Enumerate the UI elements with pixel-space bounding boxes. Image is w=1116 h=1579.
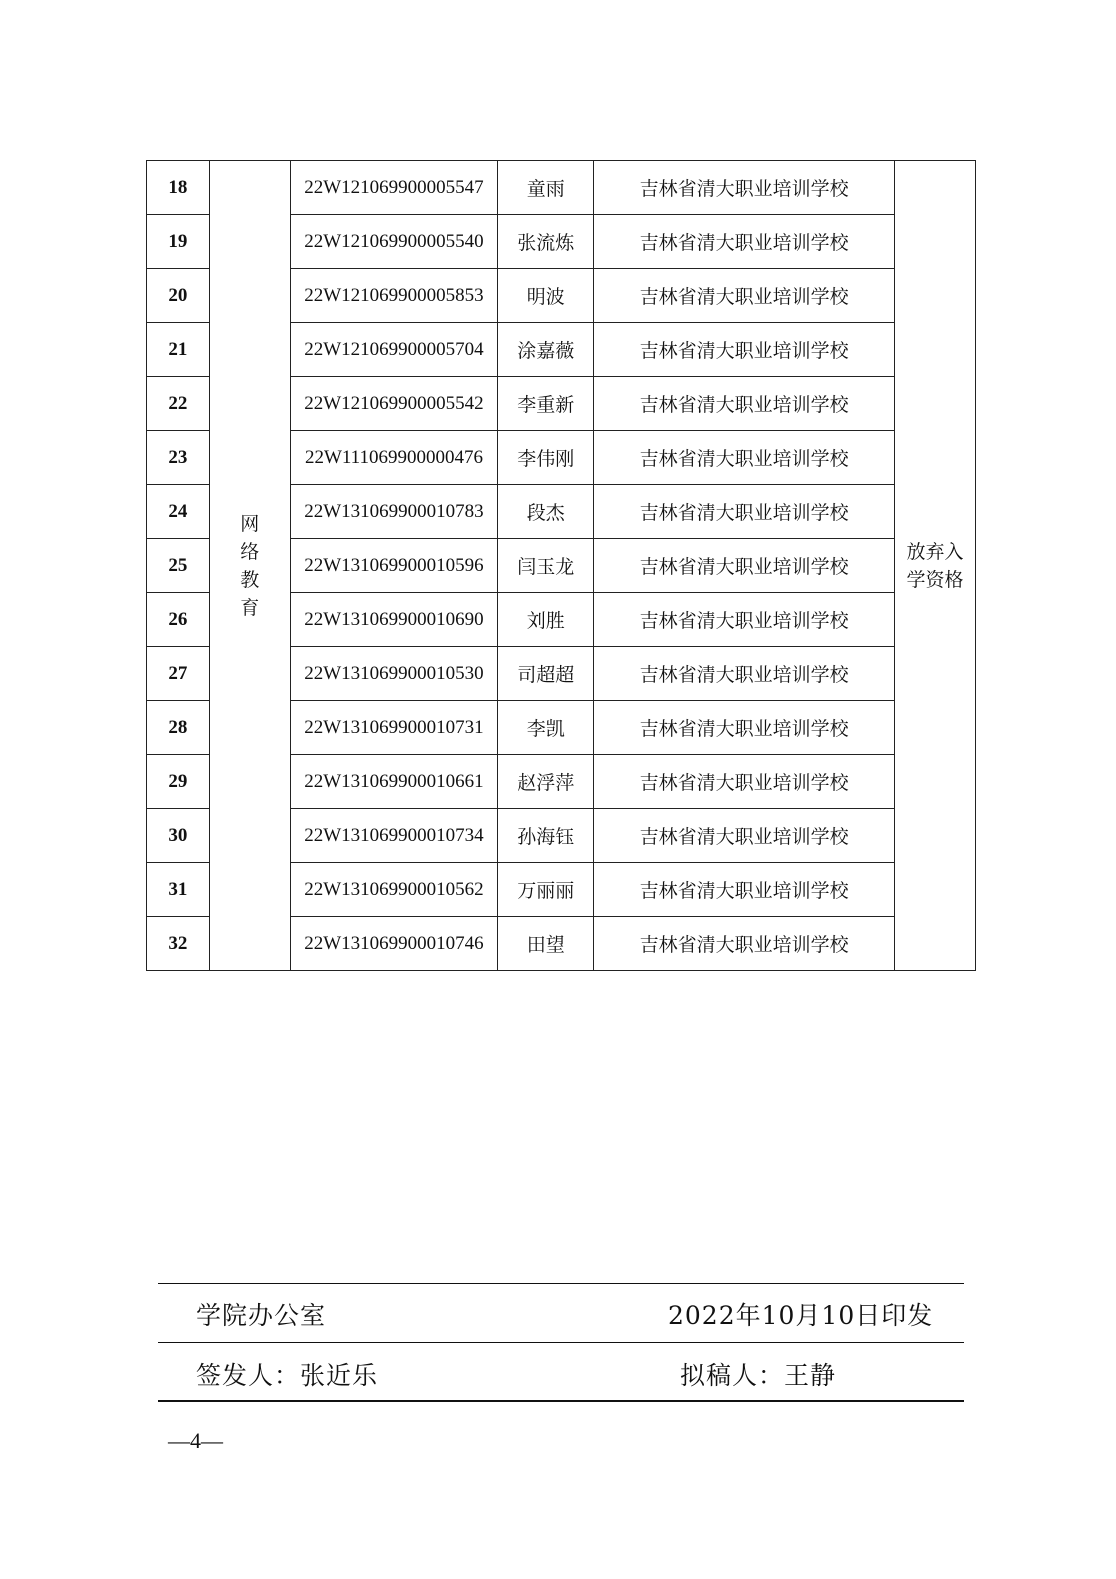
row-number: 23 bbox=[147, 431, 210, 485]
student-id: 22W131069900010690 bbox=[290, 593, 498, 647]
footer-middle-rule bbox=[158, 1342, 964, 1343]
issue-date: 2022年10月10日印发 bbox=[668, 1301, 934, 1330]
row-number: 30 bbox=[147, 809, 210, 863]
student-id: 22W121069900005704 bbox=[290, 323, 498, 377]
department-label: 网络教育 bbox=[240, 512, 260, 619]
issuer-office: 学院办公室 bbox=[196, 1301, 327, 1330]
student-name: 刘胜 bbox=[498, 593, 594, 647]
student-name: 司超超 bbox=[498, 647, 594, 701]
remark-label: 放弃入学资格 bbox=[906, 540, 964, 591]
roster-table bbox=[146, 160, 976, 971]
table-row bbox=[147, 161, 976, 215]
student-id: 22W131069900010734 bbox=[290, 809, 498, 863]
department-cell bbox=[209, 161, 290, 971]
school-name: 吉林省清大职业培训学校 bbox=[594, 593, 895, 647]
school-name: 吉林省清大职业培训学校 bbox=[594, 539, 895, 593]
school-name: 吉林省清大职业培训学校 bbox=[594, 269, 895, 323]
student-id: 22W131069900010661 bbox=[290, 755, 498, 809]
student-name: 闫玉龙 bbox=[498, 539, 594, 593]
page-number: —4— bbox=[168, 1428, 223, 1453]
student-name: 明波 bbox=[498, 269, 594, 323]
school-name: 吉林省清大职业培训学校 bbox=[594, 647, 895, 701]
student-name: 李伟刚 bbox=[498, 431, 594, 485]
student-name: 孙海钰 bbox=[498, 809, 594, 863]
student-name: 田望 bbox=[498, 917, 594, 971]
school-name: 吉林省清大职业培训学校 bbox=[594, 755, 895, 809]
row-number: 24 bbox=[147, 485, 210, 539]
student-name: 万丽丽 bbox=[498, 863, 594, 917]
school-name: 吉林省清大职业培训学校 bbox=[594, 863, 895, 917]
row-number: 29 bbox=[147, 755, 210, 809]
school-name: 吉林省清大职业培训学校 bbox=[594, 917, 895, 971]
student-name: 赵浮萍 bbox=[498, 755, 594, 809]
student-id: 22W131069900010746 bbox=[290, 917, 498, 971]
row-number: 19 bbox=[147, 215, 210, 269]
student-name: 张流炼 bbox=[498, 215, 594, 269]
student-name: 童雨 bbox=[498, 161, 594, 215]
student-id: 22W121069900005542 bbox=[290, 377, 498, 431]
student-name: 李重新 bbox=[498, 377, 594, 431]
row-number: 18 bbox=[147, 161, 210, 215]
footer-bottom-rule bbox=[158, 1400, 964, 1402]
student-name: 李凯 bbox=[498, 701, 594, 755]
school-name: 吉林省清大职业培训学校 bbox=[594, 431, 895, 485]
school-name: 吉林省清大职业培训学校 bbox=[594, 377, 895, 431]
student-id: 22W131069900010783 bbox=[290, 485, 498, 539]
row-number: 22 bbox=[147, 377, 210, 431]
school-name: 吉林省清大职业培训学校 bbox=[594, 701, 895, 755]
student-name: 段杰 bbox=[498, 485, 594, 539]
row-number: 31 bbox=[147, 863, 210, 917]
school-name: 吉林省清大职业培训学校 bbox=[594, 485, 895, 539]
drafter: 拟稿人：王静 bbox=[680, 1361, 837, 1390]
student-name: 涂嘉薇 bbox=[498, 323, 594, 377]
student-id: 22W131069900010530 bbox=[290, 647, 498, 701]
student-id: 22W121069900005547 bbox=[290, 161, 498, 215]
signer: 签发人：张近乐 bbox=[196, 1361, 379, 1390]
remark-cell bbox=[895, 161, 976, 971]
row-number: 21 bbox=[147, 323, 210, 377]
row-number: 28 bbox=[147, 701, 210, 755]
school-name: 吉林省清大职业培训学校 bbox=[594, 161, 895, 215]
row-number: 26 bbox=[147, 593, 210, 647]
school-name: 吉林省清大职业培训学校 bbox=[594, 809, 895, 863]
row-number: 25 bbox=[147, 539, 210, 593]
student-id: 22W111069900000476 bbox=[290, 431, 498, 485]
school-name: 吉林省清大职业培训学校 bbox=[594, 323, 895, 377]
student-id: 22W131069900010562 bbox=[290, 863, 498, 917]
school-name: 吉林省清大职业培训学校 bbox=[594, 215, 895, 269]
row-number: 32 bbox=[147, 917, 210, 971]
student-id: 22W121069900005540 bbox=[290, 215, 498, 269]
student-id: 22W121069900005853 bbox=[290, 269, 498, 323]
student-id: 22W131069900010731 bbox=[290, 701, 498, 755]
row-number: 20 bbox=[147, 269, 210, 323]
student-id: 22W131069900010596 bbox=[290, 539, 498, 593]
footer-top-rule bbox=[158, 1283, 964, 1284]
row-number: 27 bbox=[147, 647, 210, 701]
